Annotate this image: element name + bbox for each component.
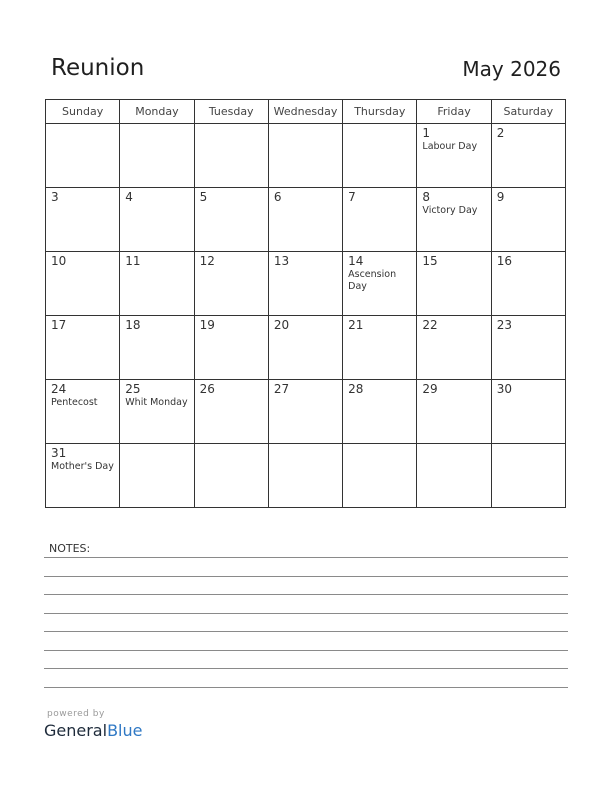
day-cell <box>268 444 342 508</box>
day-cell <box>120 188 194 252</box>
notes-line <box>44 557 568 558</box>
day-number: 11 <box>125 254 141 268</box>
day-number: 12 <box>199 254 215 268</box>
day-cell <box>343 124 417 188</box>
day-number: 9 <box>496 190 505 204</box>
brand-logo-general: General <box>44 721 108 740</box>
day-cell <box>268 252 342 316</box>
day-cell <box>491 380 565 444</box>
notes-line <box>44 631 568 632</box>
day-cell <box>120 380 194 444</box>
day-number: 19 <box>199 318 215 332</box>
day-cell <box>491 124 565 188</box>
weekday-saturday: Saturday <box>491 100 565 124</box>
calendar-grid <box>45 99 566 508</box>
day-number: 18 <box>125 318 141 332</box>
day-cell <box>417 124 491 188</box>
day-number: 20 <box>273 318 290 332</box>
day-cell <box>343 444 417 508</box>
week-row <box>46 316 566 380</box>
weekday-sunday: Sunday <box>46 100 120 124</box>
day-number: 17 <box>51 318 67 332</box>
day-cell <box>268 380 342 444</box>
day-number: 2 <box>496 126 505 140</box>
day-number: 30 <box>496 382 512 396</box>
holiday-label: Whit Monday <box>125 397 188 408</box>
day-cell <box>46 252 120 316</box>
day-cell <box>343 380 417 444</box>
day-number: 31 <box>51 446 67 460</box>
day-number: 13 <box>273 254 290 268</box>
day-cell <box>194 124 268 188</box>
day-cell <box>46 380 120 444</box>
day-number: 16 <box>496 254 512 268</box>
notes-line <box>44 687 568 688</box>
day-cell <box>417 188 491 252</box>
day-cell <box>194 252 268 316</box>
day-number: 8 <box>422 190 431 204</box>
holiday-label: Ascension Day <box>348 269 397 292</box>
day-number: 23 <box>496 318 512 332</box>
day-number: 24 <box>51 382 67 396</box>
weekday-friday: Friday <box>417 100 491 124</box>
day-cell <box>120 252 194 316</box>
day-cell <box>46 444 120 508</box>
weekday-thursday: Thursday <box>343 100 417 124</box>
calendar-body <box>46 124 566 508</box>
week-row <box>46 188 566 252</box>
day-cell <box>268 188 342 252</box>
holiday-label: Mother's Day <box>51 461 114 472</box>
day-cell <box>194 188 268 252</box>
day-cell <box>491 316 565 380</box>
day-cell <box>491 188 565 252</box>
day-number: 3 <box>51 190 59 204</box>
day-number: 7 <box>348 190 356 204</box>
day-number: 15 <box>422 254 438 268</box>
holiday-label: Victory Day <box>422 205 478 216</box>
day-number: 22 <box>422 318 438 332</box>
day-cell <box>343 252 417 316</box>
day-number: 28 <box>348 382 364 396</box>
week-row <box>46 444 566 508</box>
week-row <box>46 252 566 316</box>
notes-line <box>44 576 568 577</box>
weekday-header-row <box>46 100 566 124</box>
day-cell <box>491 444 565 508</box>
notes-line <box>44 594 568 595</box>
notes-line <box>44 613 568 614</box>
day-number: 21 <box>348 318 364 332</box>
notes-label: NOTES: <box>49 542 91 555</box>
day-number: 29 <box>422 382 438 396</box>
week-row <box>46 380 566 444</box>
day-cell <box>268 316 342 380</box>
notes-line <box>44 650 568 651</box>
day-number: 10 <box>51 254 67 268</box>
day-number: 4 <box>125 190 133 204</box>
day-number: 25 <box>125 382 141 396</box>
day-cell <box>46 316 120 380</box>
brand-logo-blue: Blue <box>107 721 143 740</box>
powered-by-text: powered by <box>47 709 105 719</box>
day-cell <box>46 188 120 252</box>
day-cell <box>194 316 268 380</box>
day-number: 5 <box>199 190 208 204</box>
page-title: Reunion <box>51 55 145 81</box>
day-cell <box>343 316 417 380</box>
day-number: 27 <box>273 382 290 396</box>
day-cell <box>343 188 417 252</box>
day-number: 26 <box>199 382 215 396</box>
day-cell <box>417 444 491 508</box>
day-cell <box>120 124 194 188</box>
day-number: 14 <box>348 254 364 268</box>
day-cell <box>194 444 268 508</box>
week-row <box>46 124 566 188</box>
day-number: 1 <box>422 126 431 140</box>
notes-line <box>44 668 568 669</box>
day-cell <box>120 444 194 508</box>
month-year: May 2026 <box>462 57 561 81</box>
day-cell <box>417 252 491 316</box>
day-cell <box>491 252 565 316</box>
weekday-wednesday: Wednesday <box>268 100 342 124</box>
day-cell <box>194 380 268 444</box>
day-cell <box>417 380 491 444</box>
weekday-monday: Monday <box>120 100 194 124</box>
holiday-label: Labour Day <box>422 141 478 152</box>
holiday-label: Pentecost <box>51 397 98 408</box>
day-number: 6 <box>273 190 282 204</box>
day-cell <box>120 316 194 380</box>
day-cell <box>46 124 120 188</box>
day-cell <box>417 316 491 380</box>
weekday-tuesday: Tuesday <box>194 100 268 124</box>
brand-logo <box>44 721 142 740</box>
day-cell <box>268 124 342 188</box>
